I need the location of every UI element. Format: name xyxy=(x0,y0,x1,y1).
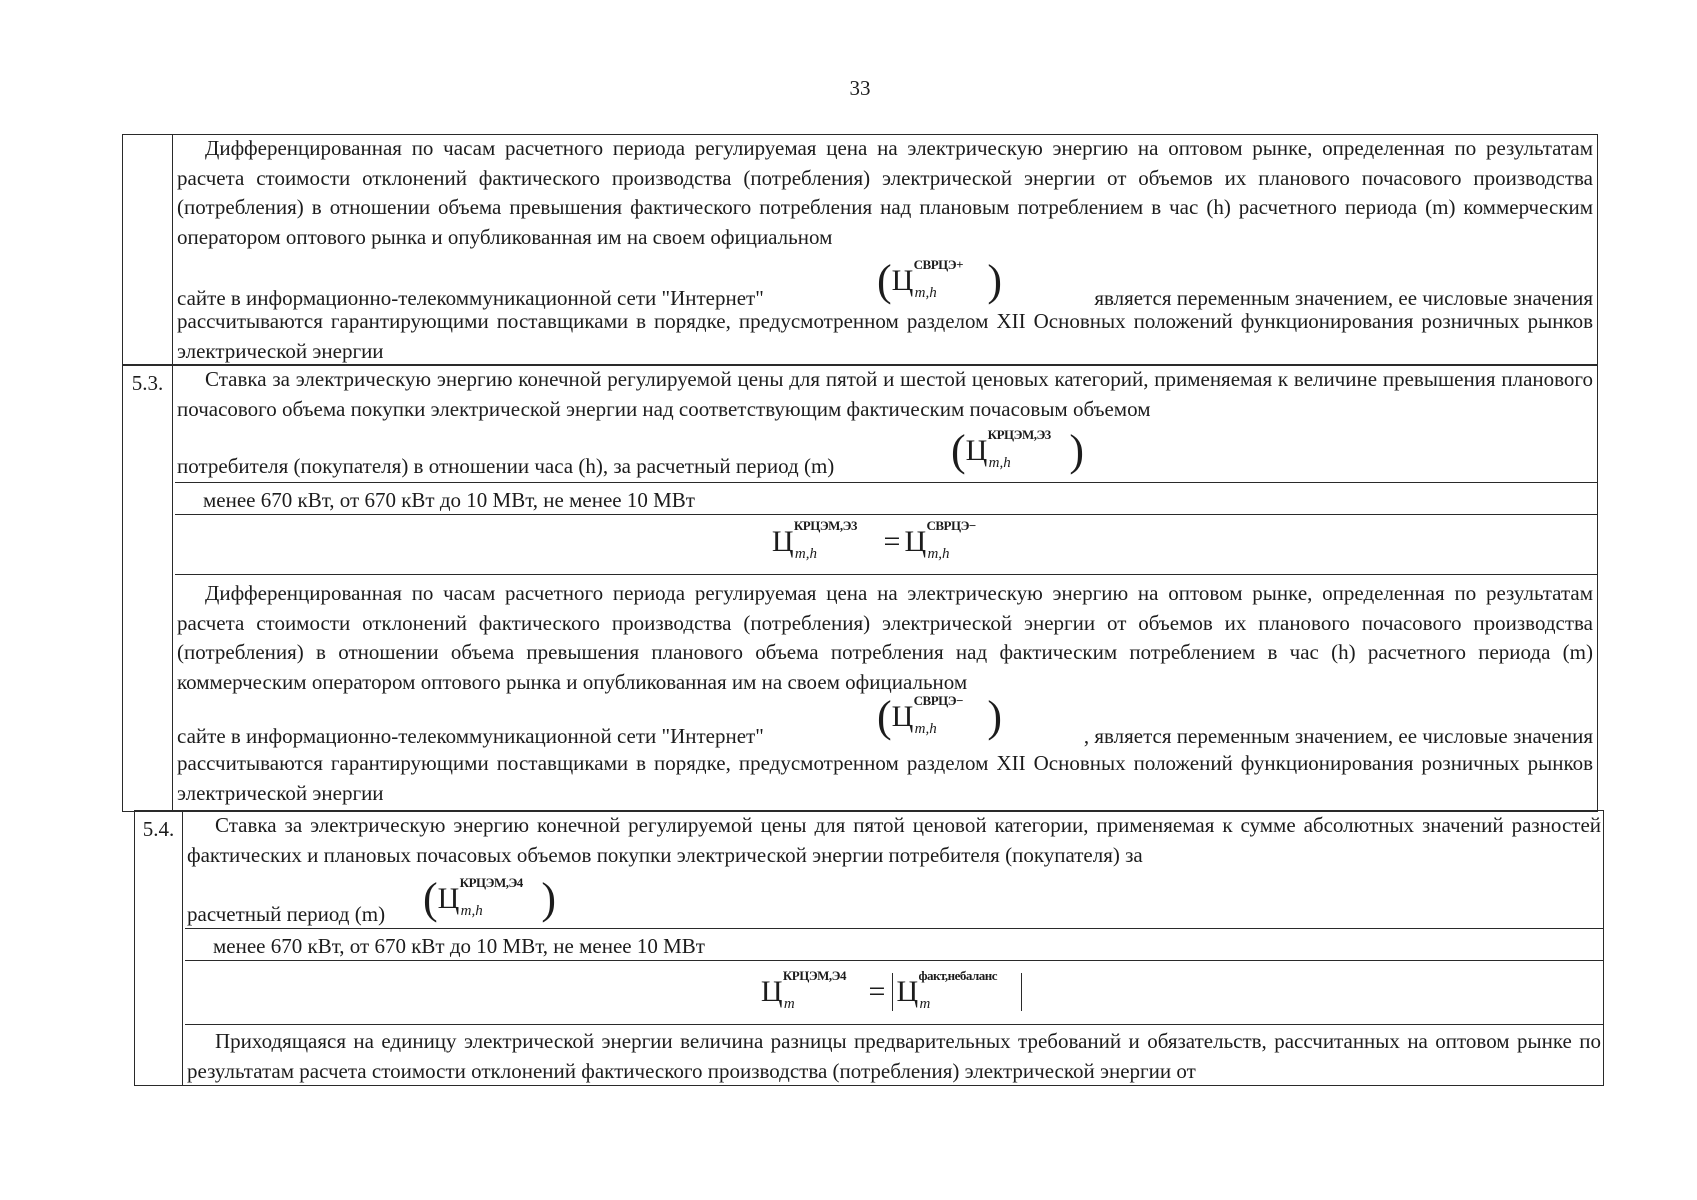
formula-line xyxy=(177,256,1593,310)
row-divider xyxy=(185,928,1603,929)
symbol-ts: Ц КРЦЭМ,Э4 m,h xyxy=(437,875,523,919)
variable-value-text: , является переменным значением, ее числовые значения xyxy=(1083,724,1593,748)
page-number: 33 xyxy=(849,76,871,100)
equation-5-4 xyxy=(185,963,1601,1017)
symbol-ts: Ц КРЦЭМ,Э3 m,h xyxy=(965,427,1051,471)
table-section-5-3 xyxy=(122,364,1598,812)
table-section-5-4 xyxy=(134,810,1604,1086)
paren-open: ( xyxy=(877,692,892,741)
number-column xyxy=(123,365,173,811)
row-divider xyxy=(185,1024,1603,1025)
formula-krcem-e4 xyxy=(423,874,556,923)
equals-sign: = xyxy=(868,975,886,1008)
paren-open: ( xyxy=(951,426,966,475)
abs-bar-left xyxy=(892,973,893,1011)
table-top-continuation xyxy=(122,134,1598,366)
row-divider xyxy=(175,482,1597,483)
row-divider xyxy=(185,960,1603,961)
period-text: расчетный период (m) xyxy=(187,902,386,926)
paragraph-description-5-4: Приходящаяся на единицу электрической энергии величина разницы предварительных требований и обязательств, рассчитанных на оптовом рынке по результатам расчета стоимости отклонений фактического производства (потребления) электрической энергии от xyxy=(187,1029,1601,1083)
equals-sign: = xyxy=(883,525,901,558)
paren-close: ) xyxy=(1069,426,1084,475)
paren-open: ( xyxy=(877,256,892,305)
formula-krcem-e3 xyxy=(951,426,1084,475)
row-divider xyxy=(175,574,1597,575)
equation-rhs-symbol: Ц факт,небаланс m xyxy=(896,968,998,1012)
paragraph-wholesale-price-intro: Дифференцированная по часам расчетного периода регулируемая цена на электрическую энергию на оптовом рынке, определенная по результатам расчета стоимости отклонений фактического производства (потребления) электрической энергии от объемов их планового почасового производства (потребления) в отношении объема превышения фактического потребления над плановым потреблением в час (h) расчетного периода (m) коммерческим оператором оптового рынка и опубликованная им на своем официальном xyxy=(177,136,1593,249)
paren-close: ) xyxy=(541,874,556,923)
formula-cvrce-minus xyxy=(877,692,1002,741)
number-column xyxy=(135,811,183,1085)
formula-line xyxy=(177,692,1593,748)
paragraph-description-5-3: Дифференцированная по часам расчетного периода регулируемая цена на электрическую энергию на оптовом рынке, определенная по результатам расчета стоимости отклонений фактического производства (потребления) электрической энергии от объемов их планового почасового производства (потребления) в отношении объема превышения планового объема потребления над фактическим потреблением в час (h) расчетного периода (m) коммерческим оператором оптового рынка и опубликованная им на своем официальном xyxy=(177,581,1593,694)
paren-close: ) xyxy=(987,692,1002,741)
row-divider xyxy=(175,514,1597,515)
section-number: 5.3. xyxy=(131,371,164,395)
symbol-ts: Ц СВРЦЭ+ m,h xyxy=(891,257,963,301)
paragraph-calculated-by-suppliers: рассчитываются гарантирующими поставщиками в порядке, предусмотренном разделом XII Основных положений функционирования розничных рынков электрической энергии xyxy=(177,309,1593,363)
internet-site-text: сайте в информационно-телекоммуникационной сети "Интернет" xyxy=(177,724,764,748)
consumer-period-text: потребителя (покупателя) в отношении часа (h), за расчетный период (m) xyxy=(177,454,835,478)
power-categories-5-3: менее 670 кВт, от 670 кВт до 10 МВт, не менее 10 МВт xyxy=(203,488,695,512)
equation-lhs-symbol: Ц КРЦЭМ,Э4 m xyxy=(760,968,846,1012)
variable-value-text: является переменным значением, ее числовые значения xyxy=(1094,286,1593,310)
internet-site-text: сайте в информационно-телекоммуникационной сети "Интернет" xyxy=(177,286,764,310)
abs-bar-right xyxy=(1021,973,1022,1011)
power-categories-5-4: менее 670 кВт, от 670 кВт до 10 МВт, не менее 10 МВт xyxy=(213,934,705,958)
equation-rhs-symbol: Ц СВРЦЭ− m,h xyxy=(904,518,976,562)
formula-line xyxy=(177,426,1593,478)
paragraph-calculated-by-suppliers: рассчитываются гарантирующими поставщиками в порядке, предусмотренном разделом XII Основных положений функционирования розничных рынков электрической энергии xyxy=(177,751,1593,805)
paren-close: ) xyxy=(987,256,1002,305)
paragraph-rate-5-3: Ставка за электрическую энергию конечной регулируемой цены для пятой и шестой ценовых категорий, применяемая к величине превышения планового почасового объема покупки электрической энергии над соответствующим фактическим почасовым объемом xyxy=(177,367,1593,421)
paren-open: ( xyxy=(423,874,438,923)
formula-cvrce-plus xyxy=(877,256,1002,305)
paragraph-rate-5-4: Ставка за электрическую энергию конечной регулируемой цены для пятой ценовой категории, применяемая к сумме абсолютных значений разностей фактических и плановых почасовых объемов покупки электрической энергии потребителя (покупателя) за xyxy=(187,813,1601,867)
section-number: 5.4. xyxy=(142,817,175,841)
number-column xyxy=(123,135,173,365)
formula-line xyxy=(187,874,1601,926)
equation-5-3 xyxy=(175,517,1597,571)
symbol-ts: Ц СВРЦЭ− m,h xyxy=(891,693,963,737)
equation-lhs-symbol: Ц КРЦЭМ,Э3 m,h xyxy=(771,518,857,562)
